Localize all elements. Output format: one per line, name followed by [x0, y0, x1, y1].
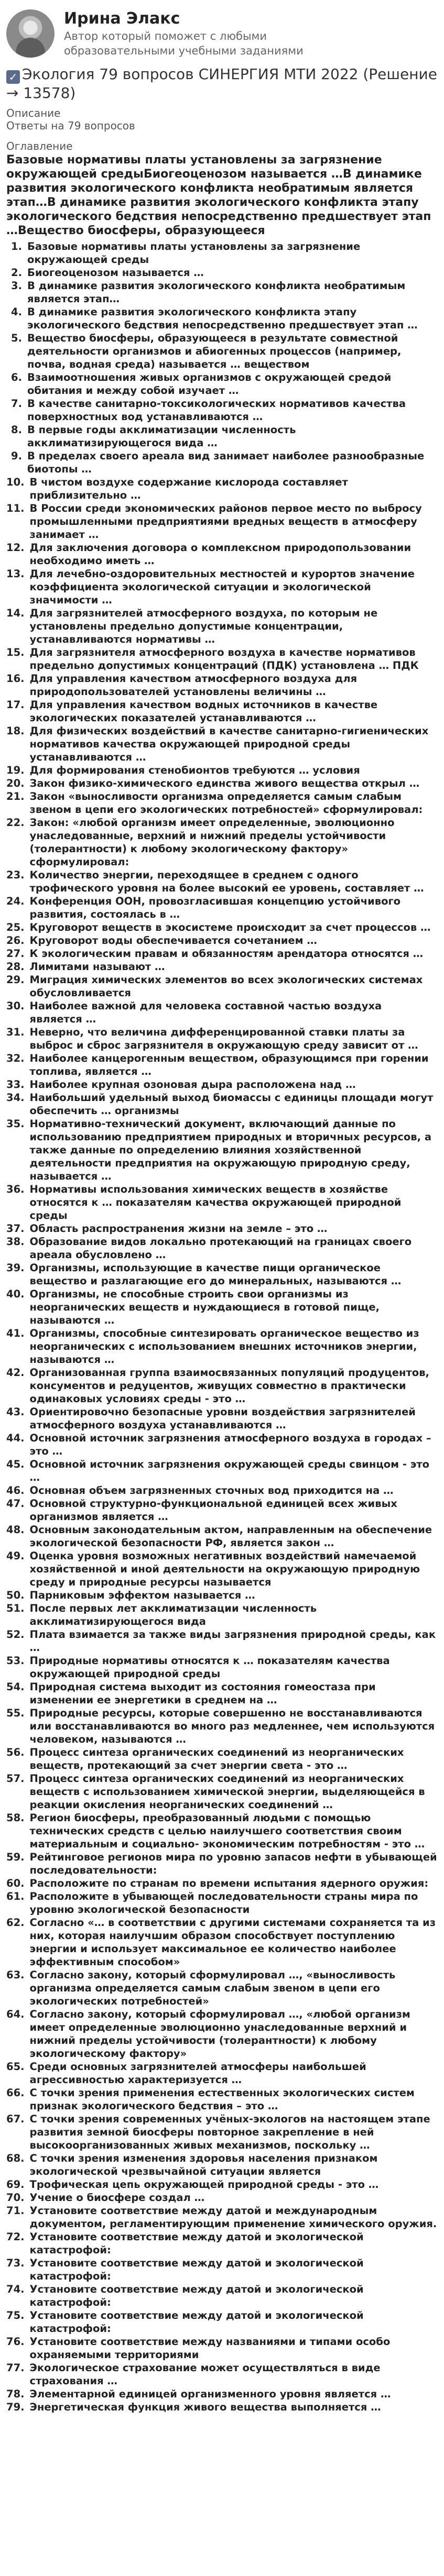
question-text: Природная система выходит из состояния гомеостаза при изменении ее энергетики в среднем на … — [29, 1681, 376, 1706]
question-number: 6. — [11, 371, 22, 383]
question-item — [6, 2086, 438, 2112]
question-number: 56. — [6, 1746, 25, 1758]
question-text: Взаимоотношения живых организмов с окружающей средой обитания и между собой изучает … — [27, 371, 392, 397]
question-item — [6, 1222, 438, 1235]
question-number: 54. — [6, 1681, 25, 1693]
question-text: Закон физико-химического единства живого вещества открыл … — [29, 777, 420, 789]
question-text: Закон: «любой организм имеет определенные, эволюционно унаследованные, верхний и нижний пределы устойчивости (толерантности) к любому экологическому фактору» сформулировал: — [29, 817, 395, 868]
question-item — [6, 790, 438, 816]
question-item — [6, 868, 438, 895]
question-number: 11. — [6, 502, 25, 514]
question-item — [6, 1366, 438, 1405]
question-text: Расположите по странам по времени испытания ядерного оружия: — [29, 1877, 429, 1889]
question-item — [6, 305, 438, 332]
question-text: Основной структурно-функциональной единицей всех живых организмов является … — [29, 1498, 397, 1523]
question-text: Основная объем загрязненных сточных вод приходится на … — [29, 1484, 394, 1496]
question-text: Конференция ООН, провозгласившая концепцию устойчивого развития, состоялась в … — [29, 895, 401, 920]
question-number: 59. — [6, 1851, 25, 1863]
question-number: 50. — [6, 1589, 25, 1601]
question-number: 68. — [6, 2152, 25, 2164]
page-title-text: Экология 79 вопросов СИНЕРГИЯ МТИ 2022 (Решение → 13578) — [6, 65, 437, 102]
description-label: Описание — [6, 107, 61, 119]
question-text: Для физических воздействий в качестве санитарно-гигиенических нормативов качества окружающей природной среды устанавливаются … — [29, 725, 429, 763]
toc-heading: Базовые нормативы платы установлены за загрязнение окружающей средыБиогеоценозом называется …В динамике развития экологического конфликта необратимым является этап…В динамике развития экологического конфликта этапу экологического бедствия непосредственно предшествует этап …Вещество биосферы, образующееся — [6, 153, 431, 237]
question-number: 36. — [6, 1183, 25, 1195]
question-text: Наиболее крупная озоновая дыра расположена над … — [29, 1078, 356, 1091]
question-number: 67. — [6, 2113, 25, 2125]
question-item — [6, 698, 438, 724]
question-item — [6, 371, 438, 397]
question-number: 55. — [6, 1707, 25, 1719]
question-item — [6, 541, 438, 567]
question-text: Для лечебно-оздоровительных местностей и курортов значение коэффициента экологической ситуации и экологической значимости … — [29, 568, 415, 606]
question-text: Энергетическая функция живого вещества выполняется … — [29, 2401, 381, 2413]
question-item — [6, 1497, 438, 1523]
question-item — [6, 1851, 438, 1877]
question-text: Парниковым эффектом называется … — [29, 1589, 255, 1601]
question-text: Установите соответствие между датой и экологической катастрофой: — [29, 2283, 364, 2308]
question-text: Установите соответствие между датой и экологической катастрофой: — [29, 2231, 364, 2256]
question-item — [6, 1287, 438, 1327]
question-item — [6, 2191, 438, 2204]
question-number: 41. — [6, 1327, 25, 1339]
question-item — [6, 1117, 438, 1183]
question-item — [6, 934, 438, 947]
question-item — [6, 1916, 438, 1968]
question-text: Для формирования стенобионтов требуются … условия — [29, 764, 360, 776]
question-text: В качестве санитарно-токсикологических нормативов качества поверхностных вод устанавливаются … — [27, 398, 406, 423]
question-item — [6, 1602, 438, 1628]
question-item — [6, 1078, 438, 1091]
question-text: Процесс синтеза органических соединений из неорганических веществ, протекающий за счет энергии света - это … — [29, 1746, 404, 1771]
question-number: 9. — [11, 450, 22, 462]
question-item — [6, 724, 438, 764]
question-text: Среди основных загрязнителей атмосферы наибольшей агрессивностью характеризуется … — [29, 2061, 366, 2086]
question-item — [6, 973, 438, 999]
question-item — [6, 607, 438, 646]
question-text: Рейтинговое регионов мира по уровню запасов нефти в убывающей последовательности: — [29, 1851, 437, 1876]
question-text: После первых лет акклиматизации численность акклиматизирующегося вида — [29, 1602, 317, 1627]
question-number: 38. — [6, 1236, 25, 1248]
question-item — [6, 502, 438, 541]
question-text: Согласно закону, который сформулировал …, «выносливость организма определяется самым слабым звеном в цепи его экологических потребностей» — [29, 1969, 396, 2007]
question-text: В чистом воздухе содержание кислорода составляет приблизительно … — [29, 476, 348, 501]
question-text: Плата взимается за также виды загрязнения природной среды, как … — [29, 1628, 436, 1654]
question-item — [6, 2204, 438, 2230]
question-text: Установите соответствие между датой и экологической катастрофой: — [29, 2309, 364, 2335]
question-text: Экологическое страхование может осуществляться в виде страхования … — [29, 2362, 381, 2387]
question-text: Природные ресурсы, которые совершенно не восстанавливаются или восстанавливаются во много раз медленнее, чем используются человеком, называются … — [29, 1707, 435, 1745]
question-text: Количество энергии, переходящее в среднем с одного трофического уровня на более высокий ее уровень, составляет … — [29, 869, 424, 894]
question-number: 30. — [6, 1000, 25, 1012]
question-number: 76. — [6, 2336, 25, 2348]
question-number: 46. — [6, 1484, 25, 1496]
question-text: Круговорот веществ в экосистеме происходит за счет процессов … — [29, 921, 431, 933]
question-item — [6, 2060, 438, 2086]
question-number: 65. — [6, 2061, 25, 2073]
question-number: 43. — [6, 1406, 25, 1418]
page-title — [0, 62, 444, 103]
question-item — [6, 895, 438, 921]
author-info — [64, 9, 358, 58]
question-item — [6, 1432, 438, 1458]
question-text: Для управления качеством водных источников в качестве экологических показателей устанавливаются … — [29, 699, 378, 724]
question-text: Для загрязнителя атмосферного воздуха в качестве нормативов предельно допустимых концентраций (ПДК) установлена … ПДК — [29, 646, 419, 671]
question-item — [6, 1968, 438, 2008]
question-number: 4. — [11, 306, 22, 318]
question-item — [6, 1549, 438, 1589]
question-number: 2. — [11, 267, 22, 279]
question-text: Установите соответствие между датой и экологической катастрофой: — [29, 2257, 364, 2282]
question-text: Организмы, использующие в качестве пищи органическое вещество и разлагающие его до минеральных, называются … — [29, 1262, 402, 1287]
question-item — [6, 332, 438, 371]
question-text: Основной источник загрязнения окружающей среды свинцом - это … — [29, 1458, 430, 1483]
question-number: 13. — [6, 568, 25, 580]
question-text: В пределах своего ареала вид занимает наиболее разнообразные биотопы … — [27, 450, 425, 475]
question-number: 25. — [6, 921, 25, 933]
question-item — [6, 1052, 438, 1078]
question-text: Согласно «… в соответствии с другими системами сохраняется та из них, которая наилучшим образом способствует поступлению энергии и использует максимальное ее количество наиболее эффективным способом» — [29, 1917, 436, 1968]
question-text: Нормативы использования химических веществ в хозяйстве относятся к … показателям качества окружающей природной среды — [29, 1183, 402, 1221]
question-item — [6, 764, 438, 777]
question-text: В России среди экономических районов первое место по выбросу промышленными предприятиями вредных веществ в атмосферу занимает … — [29, 502, 422, 541]
question-number: 14. — [6, 607, 25, 619]
question-item — [6, 567, 438, 607]
question-number: 62. — [6, 1917, 25, 1929]
question-text: К экологическим правам и обязанностям арендатора относятся … — [29, 948, 424, 960]
question-item — [6, 1523, 438, 1549]
question-item — [6, 2256, 438, 2283]
question-number: 52. — [6, 1628, 25, 1641]
question-text: Миграция химических элементов во всех экологических системах обусловливается — [29, 974, 423, 999]
question-number: 48. — [6, 1524, 25, 1536]
question-number: 31. — [6, 1026, 25, 1038]
question-item — [6, 1484, 438, 1497]
question-number: 8. — [11, 424, 22, 436]
question-item — [6, 1707, 438, 1746]
question-number: 73. — [6, 2257, 25, 2269]
question-number: 24. — [6, 895, 25, 907]
question-number: 28. — [6, 961, 25, 973]
question-item — [6, 2178, 438, 2191]
question-number: 15. — [6, 646, 25, 658]
question-text: В динамике развития экологического конфликта этапу экологического бедствия непосредственно предшествует этап … — [27, 306, 418, 331]
question-item — [6, 2335, 438, 2361]
question-text: Оценка уровня возможных негативных воздействий намечаемой хозяйственной и иной деятельности на окружающую природную среду и природные ресурсы называется — [29, 1550, 420, 1588]
question-item — [6, 2112, 438, 2152]
question-number: 1. — [11, 240, 22, 252]
question-item — [6, 1026, 438, 1052]
question-number: 3. — [11, 280, 22, 292]
question-number: 27. — [6, 948, 25, 960]
question-item — [6, 423, 438, 449]
question-number: 60. — [6, 1877, 25, 1889]
question-item — [6, 999, 438, 1026]
question-text: Наибольший удельный выход биомассы с единицы площади могут обеспечить … организмы — [29, 1092, 434, 1117]
question-number: 22. — [6, 817, 25, 829]
question-number: 17. — [6, 699, 25, 711]
question-number: 58. — [6, 1812, 25, 1824]
question-item — [6, 1091, 438, 1117]
question-text: Закон «выносливости организма определяется самым слабым звеном в цепи его экологических потребностей» сформулировал: — [29, 790, 423, 816]
author-description: Автор который поможет с любыми образовательными учебными заданиями — [64, 30, 304, 57]
question-number: 5. — [11, 332, 22, 344]
question-number: 66. — [6, 2087, 25, 2099]
question-number: 7. — [11, 398, 22, 410]
question-number: 71. — [6, 2205, 25, 2217]
question-number: 42. — [6, 1367, 25, 1379]
question-text: Базовые нормативы платы установлены за загрязнение окружающей среды — [27, 240, 361, 266]
question-item — [6, 777, 438, 790]
question-number: 69. — [6, 2178, 25, 2190]
question-item — [6, 816, 438, 868]
question-item — [6, 1811, 438, 1851]
question-text: Расположите в убывающей последовательности страны мира по уровню экологической безопасности — [29, 1890, 418, 1916]
question-item — [6, 947, 438, 960]
question-number: 45. — [6, 1458, 25, 1470]
question-number: 47. — [6, 1498, 25, 1510]
question-text: Основной источник загрязнения атмосферного воздуха в городах – это … — [29, 1432, 431, 1457]
question-item — [6, 397, 438, 423]
question-item — [6, 2387, 438, 2401]
question-text: Нормативно-технический документ, включающий данные по использованию предприятием природных и вторичных ресурсов, а также данные по определению влияния хозяйственной деятельности предприятия на окружающую природную среду, называется … — [29, 1118, 432, 1182]
question-item — [6, 1772, 438, 1811]
question-text: Элементарной единицей организменного уровня является … — [29, 2388, 391, 2400]
question-number: 70. — [6, 2192, 25, 2204]
question-item — [6, 1890, 438, 1916]
question-text: С точки зрения изменения здоровья населения признаком экологической чрезвычайной ситуации является — [29, 2152, 378, 2177]
question-text: Неверно, что величина дифференцированной ставки платы за выброс и сброс загрязнителя в окружающую среду зависит от … — [29, 1026, 418, 1051]
question-item — [6, 1746, 438, 1772]
toc-label: Оглавление — [6, 140, 73, 152]
question-text: Круговорот воды обеспечивается сочетанием … — [29, 934, 317, 946]
question-item — [6, 2401, 438, 2414]
question-item — [6, 960, 438, 973]
question-text: Ориентировочно безопасные уровни воздействия загрязнителей атмосферного воздуха устанавливаются … — [29, 1406, 416, 1431]
question-text: Наиболее канцерогенным веществом, образующимся при горении топлива, является … — [29, 1052, 429, 1077]
question-number: 35. — [6, 1118, 25, 1130]
question-text: Процесс синтеза органических соединений из неорганических веществ с использованием химической энергии, выделяющейся в реакции окисления неорганических соединений … — [29, 1773, 425, 1811]
question-number: 23. — [6, 869, 25, 881]
question-text: В динамике развития экологического конфликта необратимым является этап… — [27, 280, 406, 305]
question-number: 72. — [6, 2231, 25, 2243]
question-number: 26. — [6, 934, 25, 946]
description-value: Ответы на 79 вопросов — [6, 119, 135, 132]
question-number: 53. — [6, 1655, 25, 1667]
question-item — [6, 1654, 438, 1680]
question-number: 37. — [6, 1223, 25, 1235]
check-box-icon: ✓ — [6, 70, 20, 84]
question-number: 49. — [6, 1550, 25, 1562]
question-text: Лимитами называют … — [29, 961, 165, 973]
question-item — [6, 1235, 438, 1261]
question-item — [6, 1261, 438, 1287]
question-text: Для загрязнителей атмосферного воздуха, по которым не установлены предельно допустимые концентрации, устанавливаются нормативы … — [29, 607, 378, 645]
question-item — [6, 1327, 438, 1366]
question-item — [6, 279, 438, 305]
question-text: С точки зрения современных учёных-экологов на настоящем этапе развития земной биосферы повторное закрепление в ней высокоорганизованных живых механизмов, поскольку … — [29, 2113, 430, 2151]
question-number: 44. — [6, 1432, 25, 1444]
question-text: Природные нормативы относятся к … показателям качества окружающей природной среды — [29, 1655, 390, 1680]
question-number: 63. — [6, 1969, 25, 1981]
question-number: 19. — [6, 764, 25, 776]
question-item — [6, 2361, 438, 2387]
question-text: С точки зрения применения естественных экологических систем признак экологического бедствия – это … — [29, 2087, 415, 2112]
question-number: 39. — [6, 1262, 25, 1274]
question-number: 12. — [6, 542, 25, 554]
author-header — [0, 0, 444, 62]
question-item — [6, 266, 438, 279]
question-number: 51. — [6, 1602, 25, 1614]
question-number: 10. — [6, 476, 25, 488]
question-text: Организмы, способные синтезировать органическое вещество из неорганических с использованием внешних источников энергии, называются … — [29, 1327, 419, 1366]
question-number: 20. — [6, 777, 25, 789]
question-number: 21. — [6, 790, 25, 802]
question-text: В первые годы акклиматизации численность акклиматизирующегося вида … — [27, 424, 296, 449]
question-text: Образование видов локально протекающий на границах своего ареала обусловлено … — [29, 1236, 412, 1261]
question-number: 64. — [6, 2008, 25, 2020]
question-item — [6, 1628, 438, 1654]
question-text: Организованная группа взаимосвязанных популяций продуцентов, консументов и редуцентов, живущих совместно в практически одинаковых условиях среды - это … — [29, 1367, 429, 1405]
question-item — [6, 1877, 438, 1890]
question-item — [6, 672, 438, 698]
question-item — [6, 1680, 438, 1707]
question-item — [6, 2230, 438, 2256]
question-number: 29. — [6, 974, 25, 986]
question-text: Для управления качеством атмосферного воздуха для природопользователей установлены величины … — [29, 673, 358, 698]
question-number: 40. — [6, 1288, 25, 1300]
question-number: 61. — [6, 1890, 25, 1902]
question-text: Трофическая цепь окружающей природной среды - это … — [29, 2178, 379, 2190]
question-item — [6, 2283, 438, 2309]
question-number: 18. — [6, 725, 25, 737]
question-text: Регион биосферы, преобразованный людьми с помощью технических средств с целью наилучшего соответствия своим материальным и социально- экономическим потребностям - это … — [29, 1812, 425, 1850]
question-number: 16. — [6, 673, 25, 685]
question-number: 32. — [6, 1052, 25, 1064]
question-text: Для заключения договора о комплексном природопользовании необходимо иметь … — [29, 542, 411, 567]
author-name[interactable]: Ирина Элакс — [64, 9, 180, 28]
question-text: Наиболее важной для человека составной частью воздуха является … — [29, 1000, 382, 1025]
question-item — [6, 476, 438, 502]
question-item — [6, 2008, 438, 2060]
question-text: Организмы, не способные строить свои организмы из неорганических веществ и нуждающиеся в готовой пище, называются … — [29, 1288, 380, 1326]
question-text: Вещество биосферы, образующееся в результате совместной деятельности организмов и абиогенных процессов (например, почва, водная среда) называется … веществом — [27, 332, 402, 370]
question-item — [6, 646, 438, 672]
question-text: Область распространения жизни на земле – это … — [29, 1223, 328, 1235]
question-number: 74. — [6, 2283, 25, 2295]
question-number: 79. — [6, 2401, 25, 2413]
question-number: 57. — [6, 1773, 25, 1785]
questions-list — [0, 238, 444, 2414]
question-number: 75. — [6, 2309, 25, 2321]
question-text: Установите соответствие между датой и международным документом, регламентирующим применение химического оружия. — [29, 2205, 437, 2230]
question-number: 78. — [6, 2388, 25, 2400]
question-number: 33. — [6, 1078, 25, 1091]
question-item — [6, 240, 438, 266]
question-item — [6, 2152, 438, 2178]
question-text: Биогеоценозом называется … — [27, 267, 204, 279]
question-item — [6, 449, 438, 476]
question-text: Установите соответствие между названиями и типами особо охраняемыми территориями — [29, 2336, 391, 2361]
question-item — [6, 921, 438, 934]
question-number: 77. — [6, 2362, 25, 2374]
question-text: Основным законодательным актом, направленным на обеспечение экологической безопасности РФ, является закон … — [29, 1524, 432, 1549]
question-item — [6, 1405, 438, 1432]
question-item — [6, 1589, 438, 1602]
question-item — [6, 1458, 438, 1484]
question-text: Согласно закону, который сформулировал …, «любой организм имеет определенные эволюционно унаследованные верхний и нижний пределы устойчивости (толерантности) к любому экологическому фактору» — [29, 2008, 410, 2060]
question-number: 34. — [6, 1092, 25, 1104]
author-avatar[interactable] — [6, 9, 55, 58]
question-text: Учение о биосфере создал … — [29, 2192, 205, 2204]
question-item — [6, 1183, 438, 1222]
question-item — [6, 2309, 438, 2335]
